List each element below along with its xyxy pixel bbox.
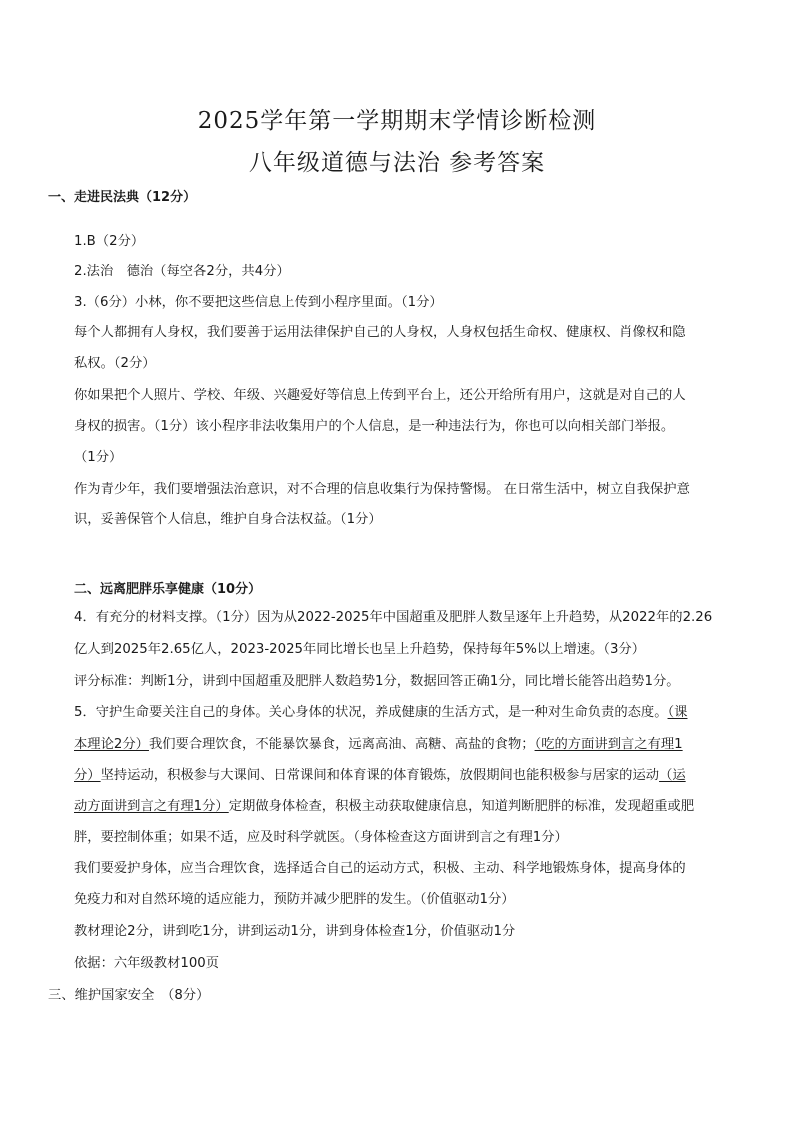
answer-text: 坚持运动，积极参与大课间、日常课间和体育课的体育锻炼，放假期间也能积极参与居家的运动 (100, 768, 660, 783)
answer-line: 依据：六年级教材100页 (74, 956, 220, 971)
answer-text: 定期做身体检查，积极主动获取健康信息，知道判断肥胖的标准，发现超重或肥 (228, 799, 695, 814)
section-2-heading: 二、远离肥胖乐享健康（10分） (74, 582, 262, 597)
answer-line: 亿人到2025年2.65亿人，2023-2025年同比增长也呈上升趋势，保持每年5%以上增速。（3分） (74, 642, 646, 657)
answer-line: 评分标准：判断1分，讲到中国超重及肥胖人数趋势1分，数据回答正确1分，同比增长能答出趋势1分。 (74, 674, 680, 689)
answer-line: 胖，要控制体重；如果不适，应及时科学就医。（身体检查这方面讲到言之有理1分） (74, 830, 568, 845)
answer-line: 4．有充分的材料支撑。（1分）因为从2022-2025年中国超重及肥胖人数呈逐年上升趋势，从2022年的2.26 (74, 610, 713, 625)
section-1-heading: 一、走进民法典（12分） (48, 190, 197, 205)
answer-line: 免疫力和对自然环境的适应能力，预防并减少肥胖的发生。（价值驱动1分） (74, 892, 515, 907)
exam-title: 2025学年第一学期期末学情诊断检测 (197, 108, 597, 134)
answer-line: 3.（6分）小林，你不要把这些信息上传到小程序里面。（1分） (74, 295, 443, 310)
answer-line: 作为青少年，我们要增强法治意识，对不合理的信息收集行为保持警惕。 在日常生活中，树立自我保护意 (74, 482, 690, 497)
scoring-note: 本理论2分） (74, 737, 149, 752)
section-3-heading: 三、维护国家安全 （8分） (48, 988, 210, 1003)
answer-line (74, 736, 734, 754)
answer-line: 身权的损害。（1分）该小程序非法收集用户的个人信息，是一种违法行为，你也可以向相关部门举报。 (74, 419, 675, 434)
scoring-note: （运 (659, 768, 686, 783)
answer-line: 1.B（2分） (74, 234, 145, 249)
scoring-note: （吃的方面讲到言之有理1 (534, 737, 683, 752)
scoring-note: 分） (74, 768, 101, 783)
answer-line (74, 767, 734, 785)
answer-line: 识，妥善保管个人信息，维护自身合法权益。（1分） (74, 512, 382, 527)
scoring-note: （课 (667, 705, 688, 720)
answer-line: 我们要爱护身体，应当合理饮食，选择适合自己的运动方式，积极、主动、科学地锻炼身体，提高身体的 (74, 861, 686, 876)
scoring-note: 动方面讲到言之有理1分） (74, 799, 229, 814)
answer-line: （1分） (74, 450, 123, 465)
answer-text: 我们要合理饮食，不能暴饮暴食，远离高油、高糖、高盐的食物； (148, 737, 535, 752)
answer-line: 你如果把个人照片、学校、年级、兴趣爱好等信息上传到平台上，还公开给所有用户，这就是对自己的人 (74, 388, 686, 403)
answer-line (74, 704, 734, 722)
answer-text: 5．守护生命要关注自己的身体。关心身体的状况，养成健康的生活方式，是一种对生命负责的态度。 (74, 705, 668, 720)
answer-line (74, 798, 734, 816)
answer-line: 每个人都拥有人身权，我们要善于运用法律保护自己的人身权，人身权包括生命权、健康权、肖像权和隐 (74, 325, 686, 340)
answer-line: 2.法治 德治（每空各2分，共4分） (74, 264, 290, 279)
exam-subtitle: 八年级道德与法治 参考答案 (248, 150, 546, 176)
answer-line: 私权。（2分） (74, 356, 156, 371)
answer-line: 教材理论2分，讲到吃1分，讲到运动1分，讲到身体检查1分，价值驱动1分 (74, 924, 516, 939)
